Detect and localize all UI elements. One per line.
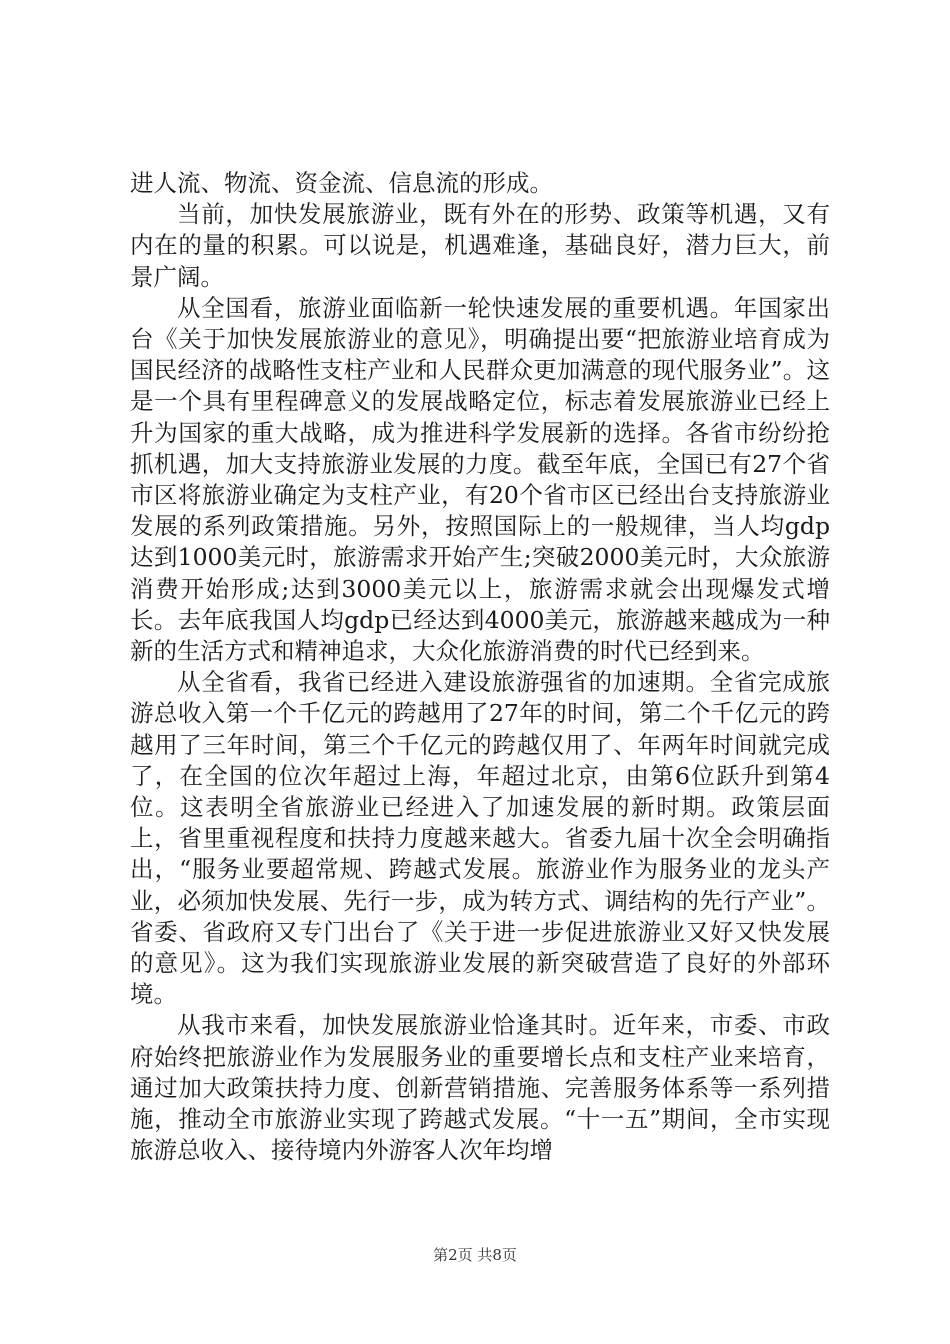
- paragraph-opportunity: 当前，加快发展旅游业，既有外在的形势、政策等机遇，又有内在的量的积累。可以说是，机遇难逢，基础良好，潜力巨大，前景广阔。: [130, 200, 830, 291]
- body-text: [130, 168, 830, 1167]
- paragraph-continuation: 进人流、物流、资金流、信息流的形成。: [130, 169, 553, 197]
- paragraph-municipal: 从我市来看，加快发展旅游业恰逢其时。近年来，市委、市政府始终把旅游业作为发展服务业的重要增长点和支柱产业来培育，通过加大政策扶持力度、创新营销措施、完善服务体系等一系列措施，推动全市旅游业实现了跨越式发展。“十一五”期间，全市实现旅游总收入、接待境内外游客人次年均增: [130, 1011, 830, 1165]
- paragraph-national: 从全国看，旅游业面临新一轮快速发展的重要机遇。年国家出台《关于加快发展旅游业的意见》，明确提出要“把旅游业培育成为国民经济的战略性支柱产业和人民群众更加满意的现代服务业”。这是一个具有里程碑意义的发展战略定位，标志着发展旅游业已经上升为国家的重大战略，成为推进科学发展新的选择。各省市纷纷抢抓机遇，加大支持旅游业发展的力度。截至年底，全国已有27个省市区将旅游业确定为支柱产业，有20个省市区已经出台支持旅游业发展的系列政策措施。另外，按照国际上的一般规律，当人均gdp达到1000美元时，旅游需求开始产生;突破2000美元时，大众旅游消费开始形成;达到3000美元以上，旅游需求就会出现爆发式增长。去年底我国人均gdp已经达到4000美元，旅游越来越成为一种新的生活方式和精神追求，大众化旅游消费的时代已经到来。: [130, 293, 830, 666]
- page-number-footer: 第2页 共8页: [433, 1246, 517, 1264]
- paragraph-provincial: 从全省看，我省已经进入建设旅游强省的加速期。全省完成旅游总收入第一个千亿元的跨越用了27年的时间，第二个千亿元的跨越用了三年时间，第三个千亿元的跨越仅用了、年两年时间就完成了，在全国的位次年超过上海，年超过北京，由第6位跃升到第4位。这表明全省旅游业已经进入了加速发展的新时期。政策层面上，省里重视程度和扶持力度越来越大。省委九届十次全会明确指出，“服务业要超常规、跨越式发展。旅游业作为服务业的龙头产业，必须加快发展、先行一步，成为转方式、调结构的先行产业”。省委、省政府又专门出台了《关于进一步促进旅游业又好又快发展的意见》。这为我们实现旅游业发展的新突破营造了良好的外部环境。: [130, 668, 830, 1009]
